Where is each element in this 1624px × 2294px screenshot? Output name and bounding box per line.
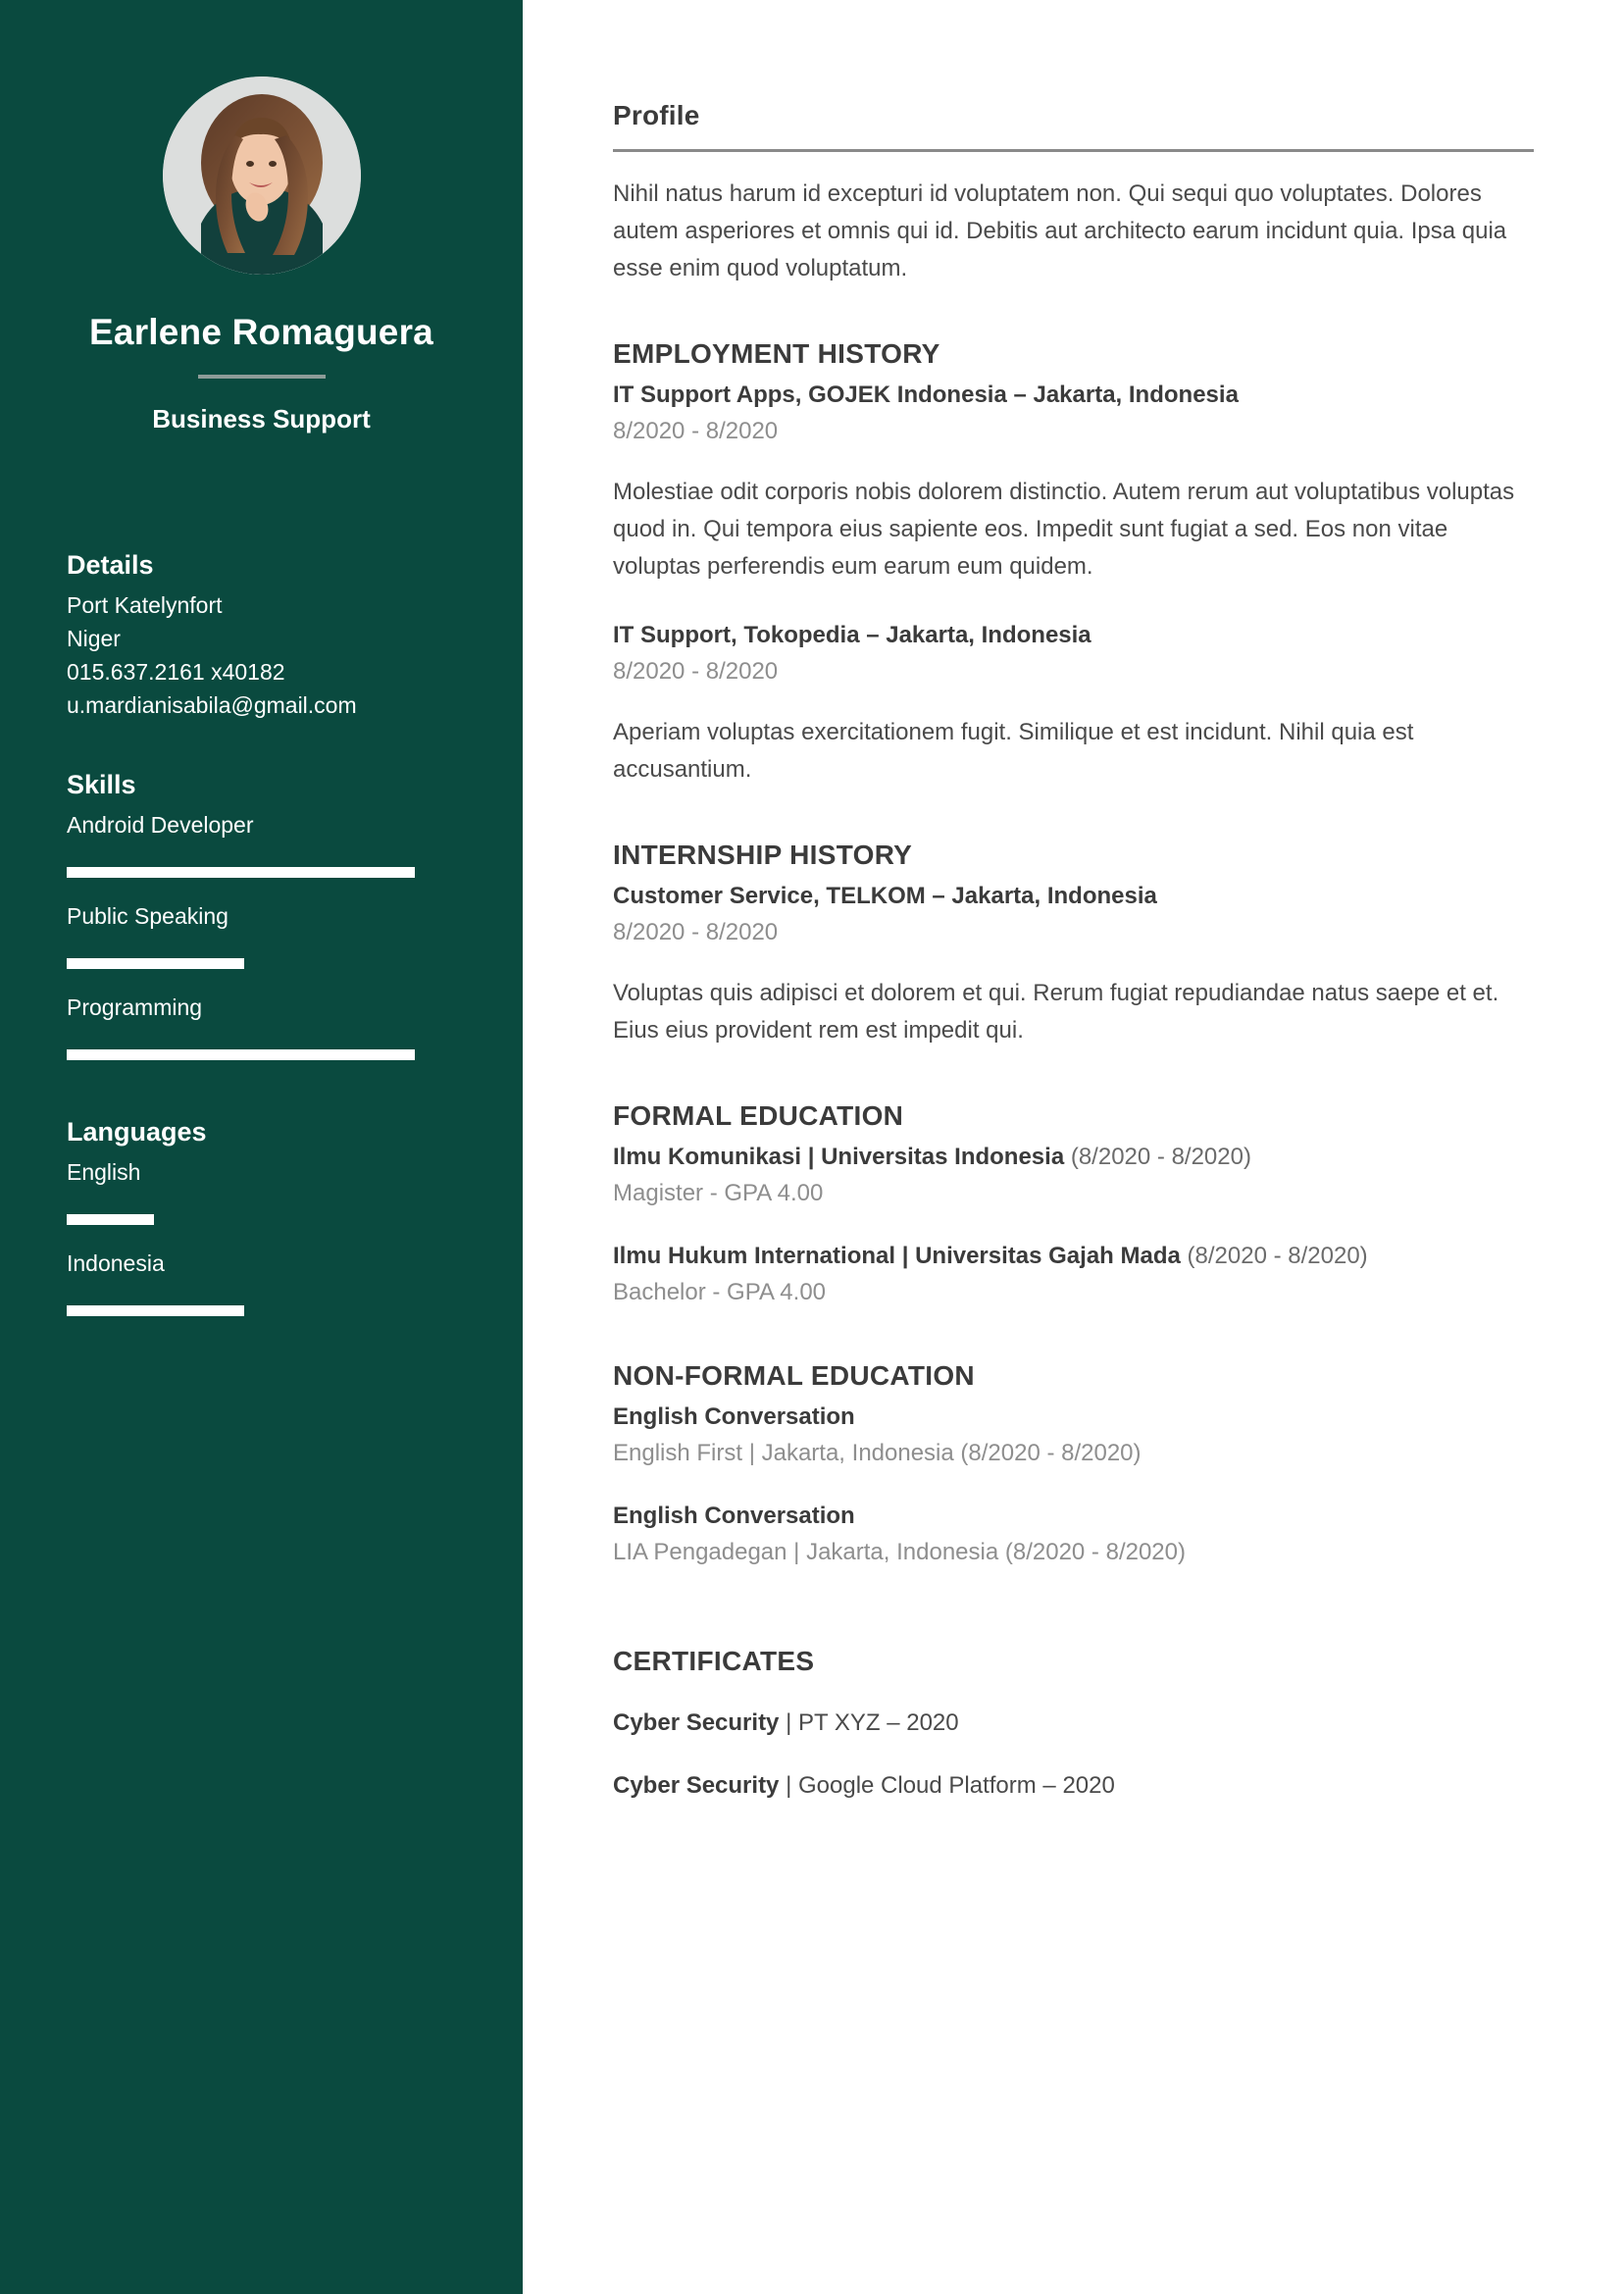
employment-entry (613, 619, 1534, 789)
formal-education-entry-title (613, 1141, 1534, 1174)
formal-education-dates: (8/2020 - 8/2020) (1070, 1144, 1251, 1170)
certificate-name: Cyber Security (613, 1772, 780, 1799)
employment-entry-dates: 8/2020 - 8/2020 (613, 658, 779, 685)
detail-country: Niger (67, 626, 121, 651)
internship-entry (613, 880, 1534, 1049)
details-section (0, 550, 523, 722)
employment-entry-title: IT Support, Tokopedia – Jakarta, Indonesia (613, 622, 1091, 648)
skill-level-fill (67, 867, 415, 878)
employment-entry-description: Molestiae odit corporis nobis dolorem distinctio. Autem rerum aut voluptatibus voluptas quod in. Qui tempora eius sapiente eos. Impedit sunt fugiat a sed. Eos non vitae voluptas perferendis eum earum eum quidem. (613, 479, 1515, 580)
internship-entry-title: Customer Service, TELKOM – Jakarta, Indonesia (613, 883, 1157, 909)
employment-entry-dates: 8/2020 - 8/2020 (613, 418, 779, 444)
sidebar (0, 0, 523, 2294)
non-formal-education-entry (613, 1401, 1534, 1470)
avatar-container (0, 0, 523, 275)
language-item (67, 1247, 454, 1316)
skill-level-track (67, 867, 415, 878)
avatar (163, 76, 361, 275)
employment-history-section (613, 338, 1534, 789)
employment-entry-title: IT Support Apps, GOJEK Indonesia – Jakarta, Indonesia (613, 382, 1239, 408)
formal-education-entry-subtitle: Bachelor - GPA 4.00 (613, 1279, 827, 1305)
non-formal-education-entry-title: English Conversation (613, 1503, 855, 1529)
non-formal-education-entry-title: English Conversation (613, 1403, 855, 1430)
certificate-issuer: | Google Cloud Platform – 2020 (779, 1772, 1115, 1799)
language-level-fill (67, 1305, 244, 1316)
language-label: Indonesia (67, 1250, 165, 1276)
language-level-fill (67, 1214, 154, 1225)
detail-phone: 015.637.2161 x40182 (67, 659, 285, 685)
details-heading: Details (67, 550, 154, 580)
formal-education-entry (613, 1240, 1534, 1309)
skill-item (67, 991, 454, 1060)
non-formal-education-entry-subtitle: English First | Jakarta, Indonesia (8/2020 - 8/2020) (613, 1440, 1142, 1466)
employment-entry (613, 379, 1534, 586)
language-label: English (67, 1159, 141, 1185)
profile-section (613, 100, 1534, 287)
certificates-section (613, 1646, 1534, 1803)
non-formal-education-entry-subtitle: LIA Pengadegan | Jakarta, Indonesia (8/2020 - 8/2020) (613, 1539, 1186, 1565)
non-formal-education-section (613, 1360, 1534, 1569)
name-divider (198, 375, 326, 379)
skill-label: Programming (67, 994, 203, 1020)
skill-label: Public Speaking (67, 903, 228, 929)
skills-section (0, 770, 523, 1060)
certificate-issuer: | PT XYZ – 2020 (779, 1709, 959, 1736)
formal-education-entry-subtitle: Magister - GPA 4.00 (613, 1180, 824, 1206)
language-level-track (67, 1214, 415, 1225)
formal-education-degree: Ilmu Hukum International | Universitas Gajah Mada (613, 1243, 1181, 1269)
formal-education-heading: FORMAL EDUCATION (613, 1100, 904, 1131)
certificate-name: Cyber Security (613, 1709, 780, 1736)
languages-heading: Languages (67, 1117, 207, 1147)
skill-item (67, 808, 454, 878)
skill-level-fill (67, 958, 244, 969)
formal-education-dates: (8/2020 - 8/2020) (1187, 1243, 1368, 1269)
languages-section (0, 1117, 523, 1316)
profile-rule (613, 149, 1534, 152)
non-formal-education-heading: NON-FORMAL EDUCATION (613, 1360, 975, 1391)
detail-email: u.mardianisabila@gmail.com (67, 692, 357, 718)
formal-education-section (613, 1100, 1534, 1309)
skill-level-track (67, 1049, 415, 1060)
internship-entry-dates: 8/2020 - 8/2020 (613, 919, 779, 945)
profile-text: Nihil natus harum id excepturi id voluptatem non. Qui sequi quo voluptates. Dolores autem asperiores et omnis qui id. Debitis aut architecto earum incidunt quia. Ipsa quia esse enim quod voluptatum. (613, 180, 1507, 281)
internship-entry-description: Voluptas quis adipisci et dolorem et qui. Rerum fugiat repudiandae natus saepe et et. Eius eius provident rem est impedit qui. (613, 980, 1499, 1044)
employment-entry-description: Aperiam voluptas exercitationem fugit. Similique et est incidunt. Nihil quia est accusantium. (613, 719, 1414, 783)
skill-item (67, 899, 454, 969)
language-item (67, 1155, 454, 1225)
detail-address: Port Katelynfort (67, 592, 223, 618)
skill-level-track (67, 958, 415, 969)
language-level-track (67, 1305, 415, 1316)
candidate-job-title: Business Support (152, 404, 371, 433)
formal-education-entry-title (613, 1240, 1534, 1273)
skill-label: Android Developer (67, 812, 254, 838)
profile-photo-image (163, 76, 361, 275)
internship-history-section (613, 840, 1534, 1049)
certificate-row (613, 1707, 1534, 1740)
skills-heading: Skills (67, 770, 136, 799)
non-formal-education-entry (613, 1500, 1534, 1569)
profile-heading: Profile (613, 100, 700, 130)
resume-main-content (523, 0, 1624, 2294)
certificates-heading: CERTIFICATES (613, 1646, 815, 1676)
certificate-row (613, 1769, 1534, 1803)
formal-education-entry (613, 1141, 1534, 1210)
skill-level-fill (67, 1049, 415, 1060)
candidate-name: Earlene Romaguera (89, 312, 433, 352)
employment-history-heading: EMPLOYMENT HISTORY (613, 338, 940, 369)
internship-history-heading: INTERNSHIP HISTORY (613, 840, 913, 870)
formal-education-degree: Ilmu Komunikasi | Universitas Indonesia (613, 1144, 1065, 1170)
